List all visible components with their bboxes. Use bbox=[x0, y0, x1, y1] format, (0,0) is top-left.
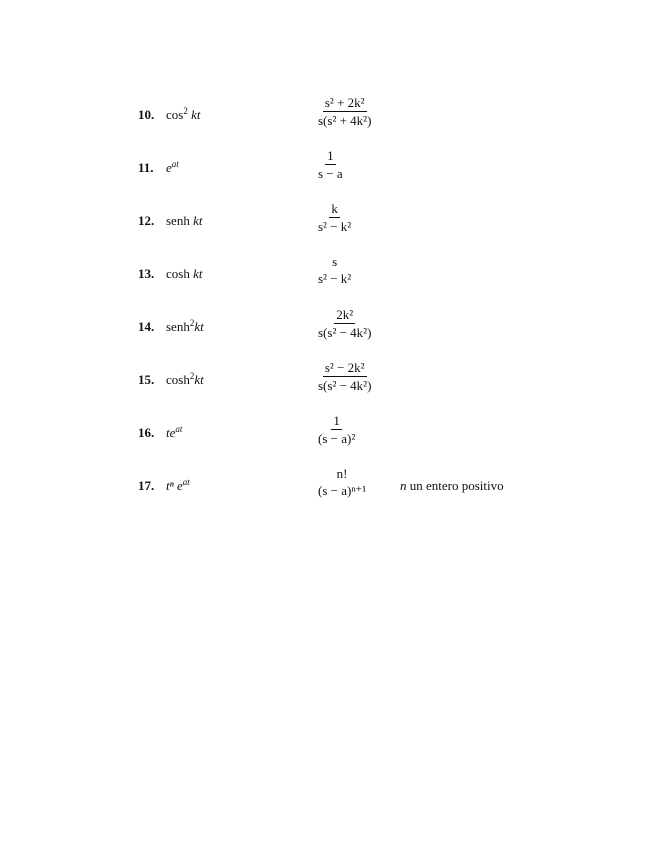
function-expression: senh$^2$kt bbox=[166, 318, 204, 334]
fraction-denominator: s² − k² bbox=[318, 219, 352, 234]
transform-fraction bbox=[316, 95, 373, 128]
fraction-denominator: s − a bbox=[318, 166, 343, 181]
function-expression: $\cos^2$ kt bbox=[166, 106, 201, 122]
fraction-denominator: (s − a)² bbox=[318, 431, 356, 446]
row-number: 11. bbox=[138, 160, 154, 175]
row-number: 14. bbox=[138, 319, 155, 334]
fraction-numerator: s bbox=[332, 254, 338, 269]
function-expression: cosh kt bbox=[166, 266, 203, 281]
row-number: 13. bbox=[138, 266, 155, 281]
formula-row-17 bbox=[0, 466, 655, 516]
row-number: 10. bbox=[138, 107, 155, 122]
row-number: 15. bbox=[138, 372, 155, 387]
formula-row-11 bbox=[0, 148, 655, 198]
transform-fraction bbox=[316, 413, 357, 446]
row-number: 16. bbox=[138, 425, 155, 440]
transform-fraction bbox=[316, 307, 373, 340]
formula-row-10 bbox=[0, 95, 655, 145]
fraction-numerator: k bbox=[331, 201, 338, 216]
fraction-denominator: s(s² − 4k²) bbox=[318, 378, 372, 393]
transform-fraction bbox=[316, 148, 345, 181]
formula-row-13 bbox=[0, 254, 655, 304]
row-number: 17. bbox=[138, 478, 155, 493]
function-expression: $te^{at}$ bbox=[166, 424, 183, 440]
fraction-numerator: n! bbox=[336, 466, 348, 481]
fraction-denominator: s(s² + 4k²) bbox=[318, 113, 372, 128]
fraction-denominator: (s − a)ⁿ⁺¹ bbox=[318, 483, 367, 498]
function-expression: $e^{at}$ bbox=[166, 159, 179, 175]
transform-fraction bbox=[316, 254, 353, 286]
transform-fraction bbox=[316, 201, 353, 234]
transform-fraction bbox=[316, 466, 368, 498]
condition-note: n un entero positivo bbox=[400, 478, 504, 493]
formula-row-12 bbox=[0, 201, 655, 251]
formula-row-16 bbox=[0, 413, 655, 463]
function-expression: senh kt bbox=[166, 213, 203, 228]
fraction-numerator: s² + 2k² bbox=[324, 95, 365, 110]
fraction-numerator: 1 bbox=[333, 413, 340, 428]
formula-row-14 bbox=[0, 307, 655, 357]
transform-fraction bbox=[316, 360, 373, 393]
row-number: 12. bbox=[138, 213, 155, 228]
fraction-numerator: 2k² bbox=[336, 307, 354, 322]
fraction-denominator: s² − k² bbox=[318, 271, 352, 286]
function-expression: tⁿ $e^{at}$ bbox=[166, 477, 190, 493]
fraction-numerator: s² − 2k² bbox=[324, 360, 365, 375]
function-expression: $\cosh^2kt$ bbox=[166, 371, 204, 387]
formula-row-15 bbox=[0, 360, 655, 410]
fraction-numerator: 1 bbox=[327, 148, 334, 163]
fraction-denominator: s(s² − 4k²) bbox=[318, 325, 372, 340]
